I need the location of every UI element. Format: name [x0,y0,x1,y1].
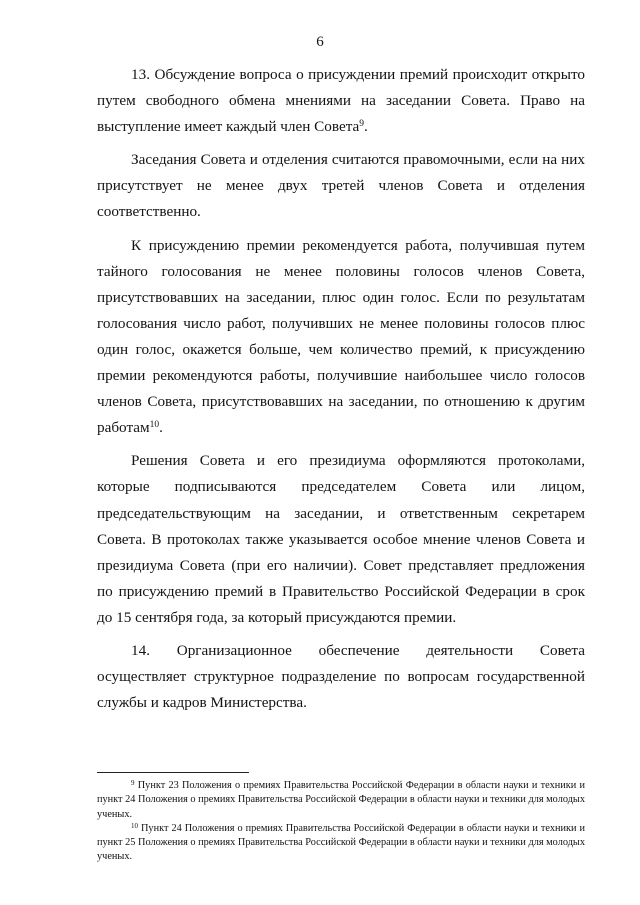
footnote-ref: 10 [149,420,160,431]
body-text [97,62,585,723]
paragraph-text: Решения Совета и его президиума оформляются протоколами, которые подписываются председателем Совета или лицом, председательствующим на заседании, и ответственным секретарем Совета. В протоколах также указывается особое мнение членов Совета и президиума Совета (при его наличии). Совет представляет предложения по присуждению премий в Правительство Российской Федерации в срок до 15 сентября года, за который присуждаются премии. [97,452,585,626]
paragraph-text: 14. Организационное обеспечение деятельности Совета осуществляет структурное подразделение по вопросам государственной службы и кадров Министерства. [97,641,585,712]
footnote-text: Пункт 23 Положения о премиях Правительства Российской Федерации в области науки и техники и пункт 24 Положения о премиях Правительства Российской Федерации в области науки и техники для молодых ученых. [97,780,586,820]
paragraph-quorum [97,147,585,225]
paragraph-tail: . [159,419,163,437]
footnote-mark: 9 [131,779,135,787]
paragraph-voting [97,233,585,442]
page-number: 6 [316,34,324,50]
footnotes [97,779,585,865]
paragraph-protocols [97,448,585,631]
footnote-9 [97,779,585,822]
footnote-10 [97,822,585,865]
paragraph-13 [97,62,585,140]
paragraph-text: Заседания Совета и отделения считаются правомочными, если на них присутствует не менее двух третей членов Совета и отделения соответственно. [97,151,585,221]
footnote-mark: 10 [131,821,138,830]
paragraph-text: К присуждению премии рекомендуется работа, получившая путем тайного голосования не менее половины голосов членов Совета, присутствовавших на заседании, плюс один голос. Если по результатам голосования число работ, получивших не менее половины голосов плюс один голос, окажется больше, чем количество премий, к присуждению премии рекомендуются работы, получившие наибольшее число голосов членов Совета, присутствовавших на заседании, по отношению к другим работам [97,236,585,437]
paragraph-tail: . [364,118,368,136]
paragraph-14 [97,638,585,716]
footnote-divider [97,772,249,773]
footnote-text: Пункт 24 Положения о премиях Правительства Российской Федерации в области науки и техники и пункт 25 Положения о премиях Правительства Российской Федерации в области науки и техники для молодых ученых. [97,822,586,863]
paragraph-text: 13. Обсуждение вопроса о присуждении премий происходит открыто путем свободного обмена мнениями на заседании Совета. Право на выступление имеет каждый член Совета [97,66,585,136]
footnote-ref: 9 [359,119,365,130]
